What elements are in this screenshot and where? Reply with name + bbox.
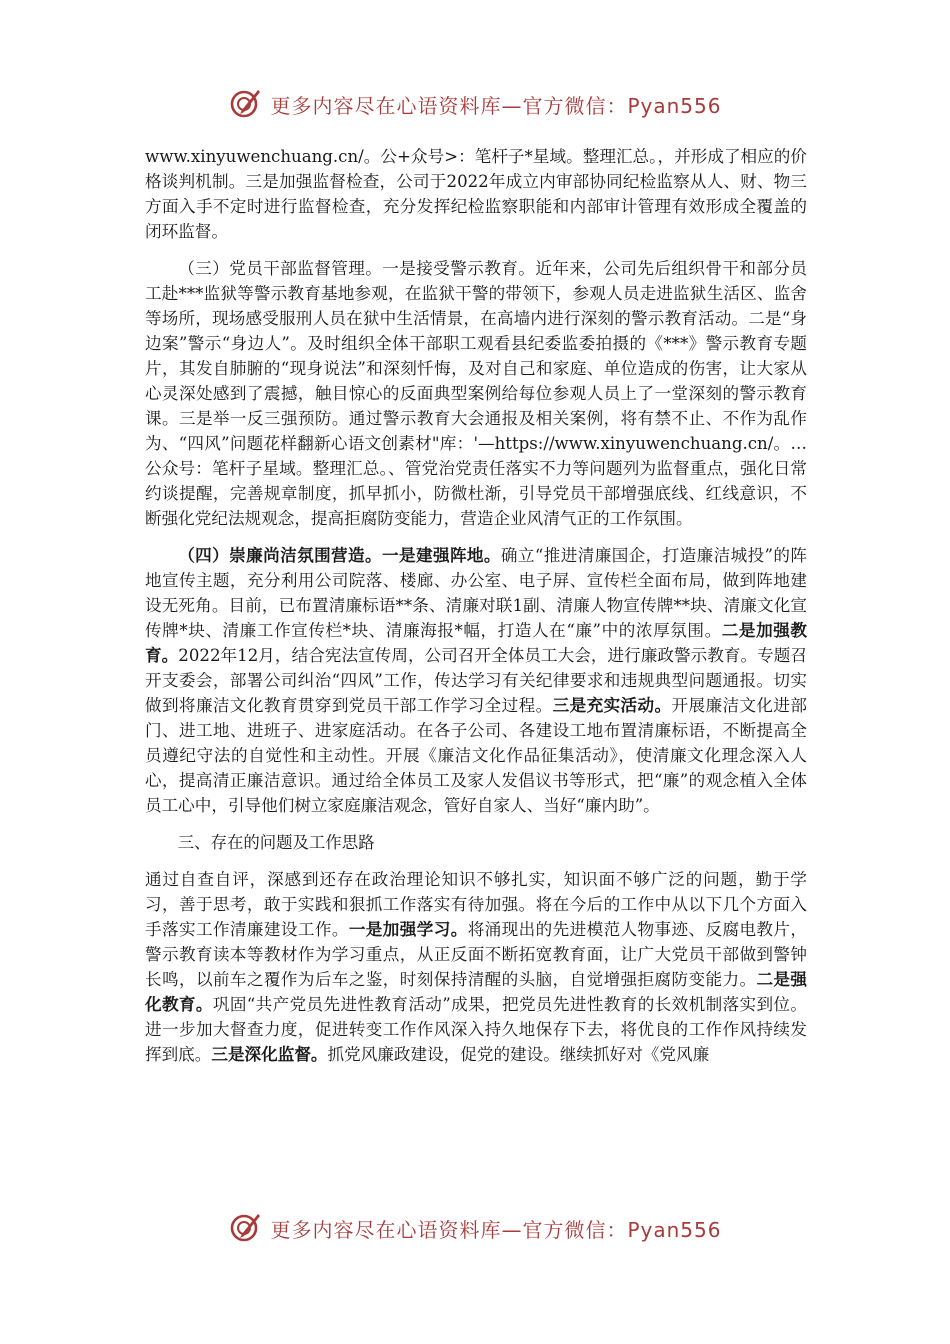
bold-lead-2: 二是加强教育。 [145, 620, 808, 665]
paragraph-text: 确立“推进清廉国企，打造廉洁城投”的阵地宣传主题，充分利用公司院落、楼廊、办公室、电子屏、宣传栏全面布局，做到阵地建设无死角。目前，已布置清廉标语**条、清廉对联1副、清廉人物宣传牌**块、清廉文化宣传牌*块、清廉工作宣传栏*块、清廉海报*幅，打造人在“廉”中的浓厚氛围。 [145, 546, 808, 640]
bold-lead-3: 三是充实活动。 [552, 695, 672, 715]
header-banner [0, 82, 950, 126]
paragraph-text: 开展廉洁文化进部门、进工地、进班子、进家庭活动。在各子公司、各建设工地布置清廉标语，不断提高全员遵纪守法的自觉性和主动性。开展《廉洁文化作品征集活动》，使清廉文化理念深入人心，提高清正廉洁意识。通过给全体员工及家人发倡议书等形式，把“廉”的观念植入全体员工心中，引导他们树立家庭廉洁观念，管好自家人、当好“廉内助”。 [145, 696, 807, 815]
paragraph-text: 抓党风廉政建设，促党的建设。继续抓好对《党风廉 [327, 1045, 710, 1064]
paragraph-text: 通过自查自评，深感到还存在政治理论知识不够扎实，知识面不够广泛的问题，勤于学习，善于思考，敢于实践和狠抓工作落实有待加强。将在今后的工作中从以下几个方面入手落实工作清廉建设工作。 [145, 870, 807, 939]
section-heading-3: 三、存在的问题及工作思路 [177, 833, 375, 852]
paragraph-text: 巩固“共产党员先进性教育活动”成果，把党员先进性教育的长效机制落实到位。进一步加大督查力度，促进转变工作作风深入持久地保存下去，将优良的工作作风持续发挥到底。 [145, 995, 807, 1064]
footer-banner [0, 1206, 950, 1250]
paragraph-problems [145, 867, 807, 1067]
pen-swirl-icon [228, 86, 264, 122]
bold-lead-5: 二是强化教育。 [145, 969, 807, 1014]
paragraph-text: 将涌现出的先进模范人物事迹、反腐电教片，警示教育读本等教材作为学习重点，从正反面不断拓宽教育面，让广大党员干部做到警钟长鸣，以前车之覆作为后车之鉴，时刻保持清醒的头脑，自觉增强拒腐防变能力。 [145, 920, 807, 989]
paragraph-1: www.xinyuwenchuang.cn/。公+众号>：笔杆子*星域。整理汇总。，并形成了相应的价格谈判机制。三是加强监督检查，公司于2022年成立内审部协同纪检监察从人、财、物三方面入手不定时进行监督检查，充分发挥纪检监察职能和内部审计管理有效形成全覆盖的闭环监督。 [145, 147, 807, 241]
bold-lead-1: （四）崇廉尚洁氛围营造。一是建强阵地。 [178, 545, 501, 565]
pen-swirl-icon [228, 1210, 264, 1246]
paragraph-supervision: （三）党员干部监督管理。一是接受警示教育。近年来，公司先后组织骨干和部分员工赴***监狱等警示教育基地参观，在监狱干警的带领下，参观人员走进监狱生活区、监舍等场所，现场感受服刑人员在狱中生活情景，在高墙内进行深刻的警示教育活动。二是“身边案”警示“身边人”。及时组织全体干部职工观看县纪委监委拍摄的《***》警示教育专题片，其发自肺腑的“现身说法”和深刻忏悔，及对自己和家庭、单位造成的伤害，让大家从心灵深处感到了震撼，触目惊心的反面典型案例给每位参观人员上了一堂深刻的警示教育课。三是举一反三强预防。通过警示教育大会通报及相关案例，将有禁不止、不作为乱作为、“四风”问题花样翻新心语文创素材"库：'—https://www.xinyuwenchuang.cn/。…公众号：笔杆子星域。整理汇总。、管党治党责任落实不力等问题列为监督重点，强化日常约谈提醒，完善规章制度，抓早抓小，防微杜渐，引导党员干部增强底线、红线意识，不断强化党纪法规观念，提高拒腐防变能力，营造企业风清气正的工作氛围。 [145, 259, 807, 528]
banner-text: 更多内容尽在心语资料库—官方微信：Pyan556 [270, 1217, 722, 1242]
banner-text: 更多内容尽在心语资料库—官方微信：Pyan556 [270, 93, 722, 118]
document-body [145, 144, 807, 1067]
bold-lead-4: 一是加强学习。 [348, 919, 468, 939]
paragraph-integrity-atmosphere [145, 543, 807, 818]
bold-lead-6: 三是深化监督。 [211, 1044, 328, 1064]
paragraph-text: 2022年12月，结合宪法宣传周，公司召开全体员工大会，进行廉政警示教育。专题召开支委会，部署公司纠治“四风”工作，传达学习有关纪律要求和违规典型问题通报。切实做到将廉洁文化教育贯穿到党员干部工作学习全过程。 [145, 646, 808, 715]
